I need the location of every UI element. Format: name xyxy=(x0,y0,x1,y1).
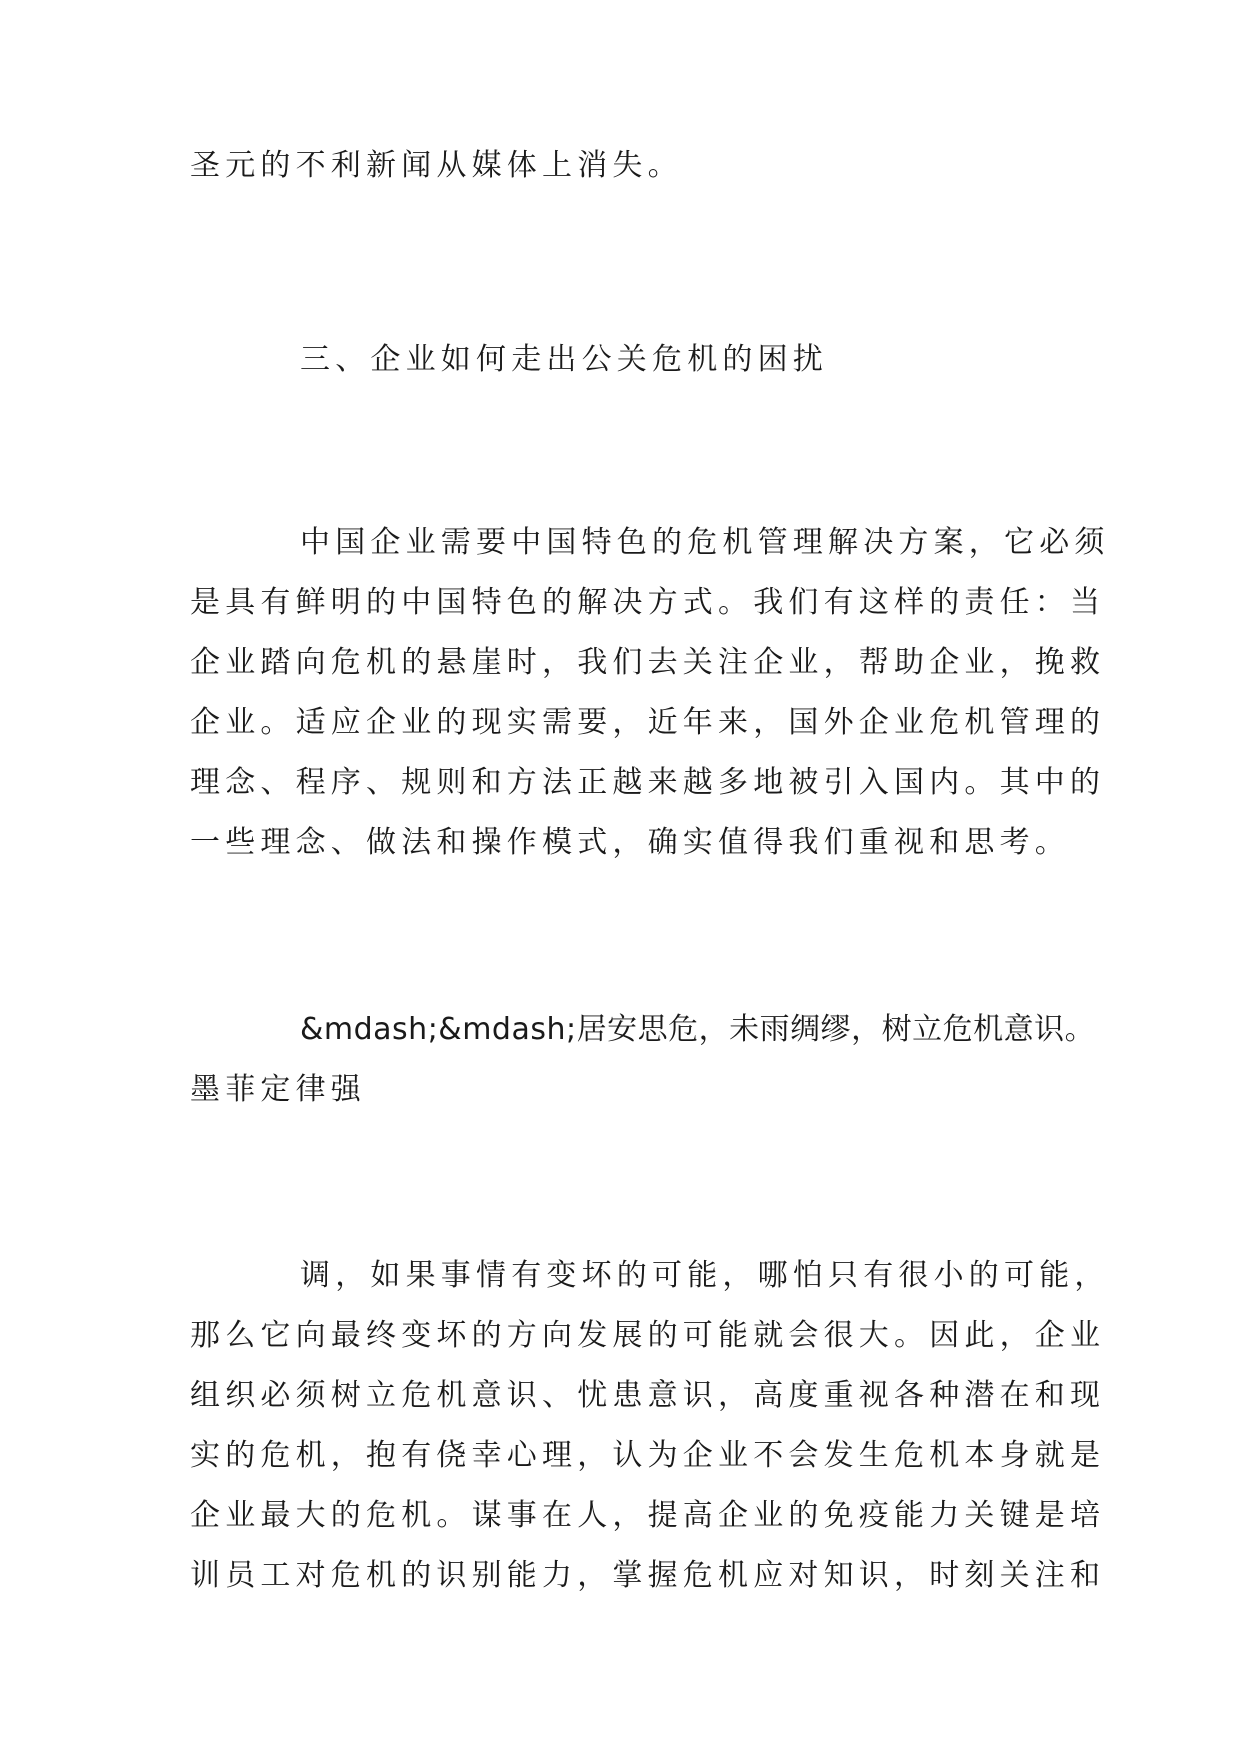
paragraph-line: 墨菲定律强 xyxy=(190,1072,366,1107)
paragraph-line: 一些理念、做法和操作模式，确实值得我们重视和思考。 xyxy=(190,825,1070,860)
paragraph-line: 那么它向最终变坏的方向发展的可能就会很大。因此，企业 xyxy=(190,1318,1106,1353)
paragraph-line: 训员工对危机的识别能力，掌握危机应对知识，时刻关注和 xyxy=(190,1558,1106,1593)
paragraph-line: 企业最大的危机。谋事在人，提高企业的免疫能力关键是培 xyxy=(190,1498,1106,1533)
paragraph-line: 是具有鲜明的中国特色的解决方式。我们有这样的责任：当 xyxy=(190,585,1106,620)
paragraph-line: 实的危机，抱有侥幸心理，认为企业不会发生危机本身就是 xyxy=(190,1438,1106,1473)
paragraph-line: 调，如果事情有变坏的可能，哪怕只有很小的可能， xyxy=(300,1258,1110,1293)
paragraph-line: 中国企业需要中国特色的危机管理解决方案，它必须 xyxy=(300,525,1110,560)
paragraph-line: 理念、程序、规则和方法正越来越多地被引入国内。其中的 xyxy=(190,765,1106,800)
paragraph-line: 圣元的不利新闻从媒体上消失。 xyxy=(190,148,683,183)
paragraph-line: &mdash;&mdash;居安思危，未雨绸缪，树立危机意识。 xyxy=(300,1012,1096,1047)
paragraph-line: 企业踏向危机的悬崖时，我们去关注企业，帮助企业，挽救 xyxy=(190,645,1106,680)
paragraph-line: 企业。适应企业的现实需要，近年来，国外企业危机管理的 xyxy=(190,705,1106,740)
section-heading: 三、企业如何走出公关危机的困扰 xyxy=(300,342,828,377)
paragraph-line: 组织必须树立危机意识、忧患意识，高度重视各种潜在和现 xyxy=(190,1378,1106,1413)
